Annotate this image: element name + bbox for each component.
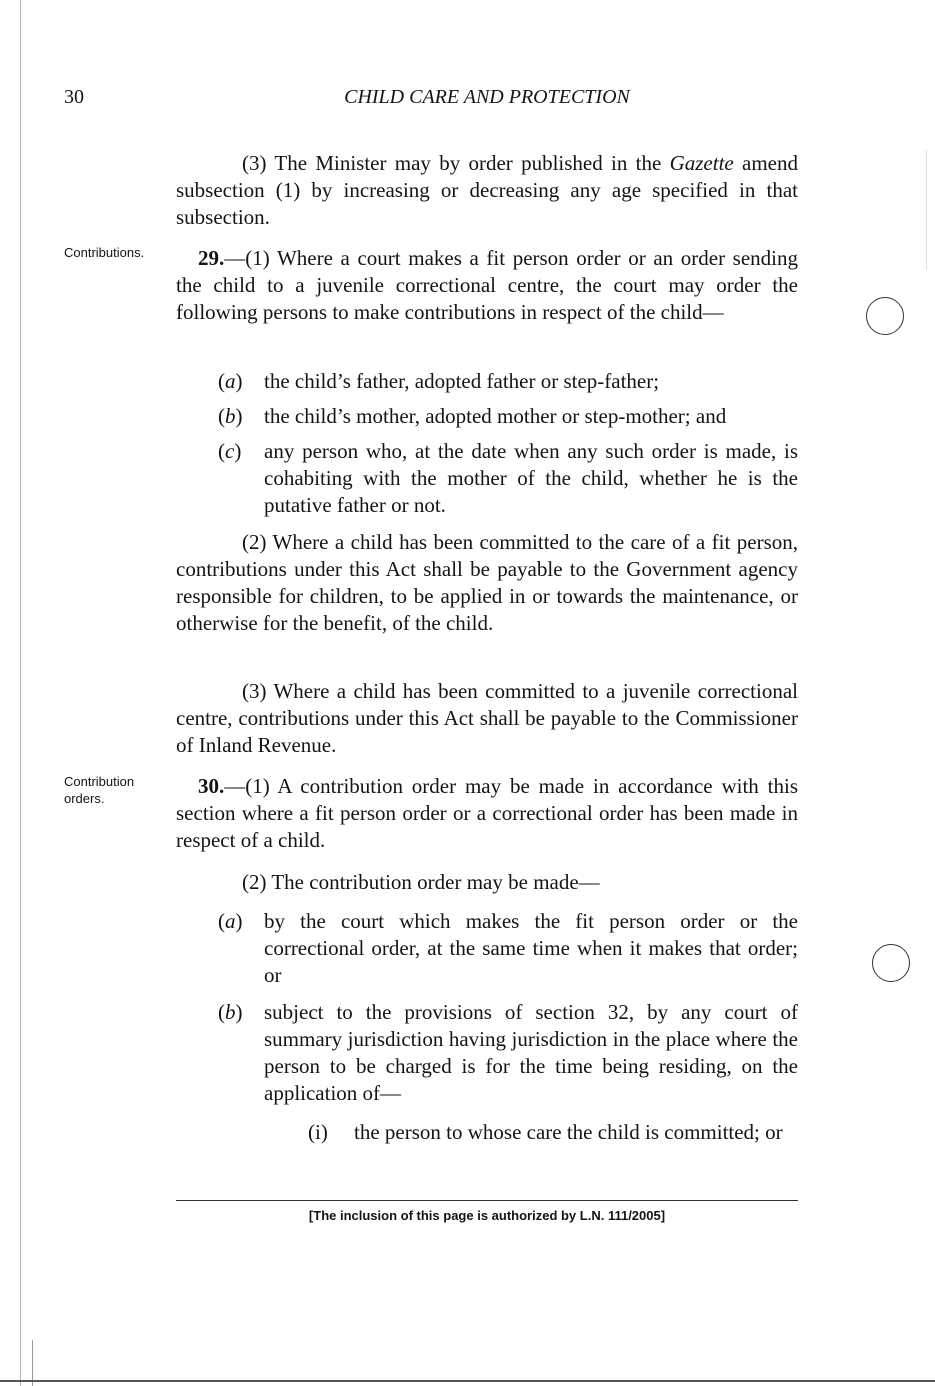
footer-note: [The inclusion of this page is authorized by L.N. 111/2005] [308, 1208, 666, 1223]
section-29-subsection-1 [176, 245, 798, 326]
margin-note-contribution-orders: Contribution orders. [64, 774, 135, 806]
section-30-item-a: (a) by the court which makes the fit person order or the correctional order, at the same time when it makes that order; or [218, 909, 798, 987]
scan-edge-left [20, 0, 21, 1386]
scan-edge-bottom [0, 1380, 935, 1382]
section-30-item-b: (b) subject to the provisions of section 32, by any court of summary jurisdiction having jurisdiction in the place where the person to be charged is for the time being residing, on the application of— [218, 1000, 798, 1105]
s28-3-text-after: amend subsection (1) by increasing or decreasing any age specified in that subsection. [176, 151, 798, 229]
section-29-number: 29. [198, 246, 225, 270]
section-29-subsection-3: (3) Where a child has been committed to a juvenile correctional centre, contributions under this Act shall be payable to the Commissioner of Inland Revenue. [176, 679, 798, 757]
section-30-subitem-i: (i) the person to whose care the child is committed; or [308, 1120, 783, 1144]
section-28-subsection-3 [176, 150, 798, 231]
punch-hole-bottom [872, 944, 910, 982]
section-30-subsection-2: (2) The contribution order may be made— [242, 870, 600, 894]
running-title: CHILD CARE AND PROTECTION [344, 86, 630, 108]
section-29-1-text: —(1) Where a court makes a fit person order or an order sending the child to a juvenile correctional centre, the court may order the following persons to make contributions in respect of the child— [176, 246, 798, 324]
margin-note-contributions: Contributions. [64, 245, 145, 260]
scan-edge-right [926, 150, 927, 270]
s28-3-text-before: (3) The Minister may by order published in the [242, 151, 670, 175]
gazette-word: Gazette [669, 151, 734, 175]
section-30-number: 30. [198, 774, 225, 798]
punch-hole-top [866, 297, 904, 335]
section-30-1-text: —(1) A contribution order may be made in accordance with this section where a fit person order or a correctional order has been made in respect of a child. [176, 774, 798, 852]
page-number: 30 [64, 86, 84, 108]
section-30-subsection-1 [176, 773, 798, 854]
footer-rule [176, 1200, 798, 1201]
section-29-item-c: (c) any person who, at the date when any such order is made, is cohabiting with the mother of the child, whether he is the putative father or not. [218, 439, 798, 517]
section-29-subsection-2: (2) Where a child has been committed to the care of a fit person, contributions under this Act shall be payable to the Government agency responsible for children, to be applied in or towards the maintenance, or otherwise for the benefit, of the child. [176, 530, 798, 635]
